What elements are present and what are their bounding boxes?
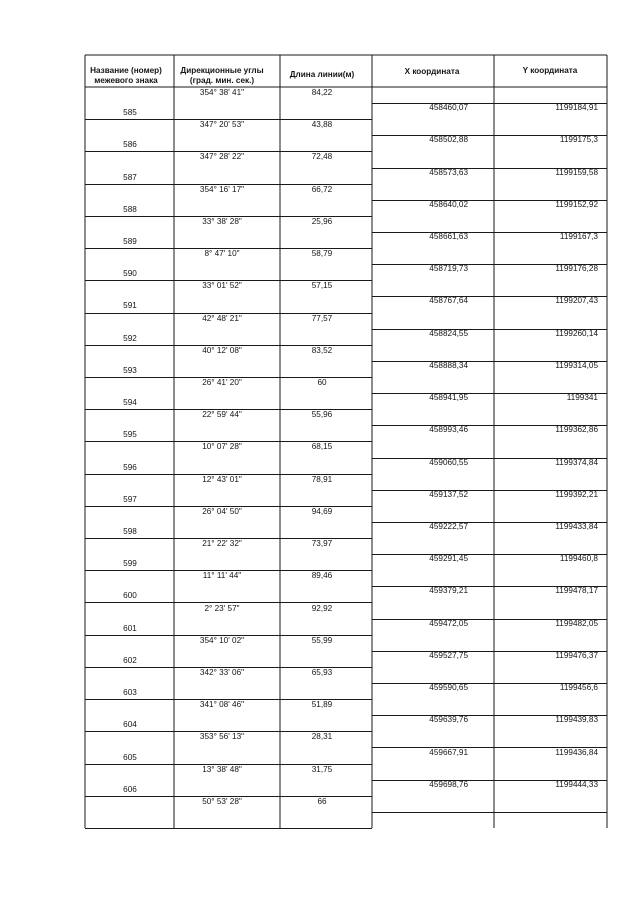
segment-angle: 2° 23' 57" [204,604,240,613]
segment-length: 28,31 [311,732,333,741]
segment-angle: 12° 43' 01" [202,475,242,484]
point-name: 586 [123,140,137,149]
segment-length: 55,96 [311,410,333,419]
point-name: 600 [123,591,137,600]
point-name: 589 [123,237,137,246]
segment-angle: 8° 47' 10" [204,249,240,258]
segment-angle: 21° 22' 32" [202,539,242,548]
point-x-coordinate: 459527,75 [429,651,468,660]
point-x-coordinate: 459667,91 [429,748,468,757]
segment-length: 57,15 [311,281,333,290]
point-name: 603 [123,688,137,697]
segment-angle: 40° 12' 08" [202,346,242,355]
point-x-coordinate: 458661,63 [429,232,468,241]
point-y-coordinate: 1199392,21 [555,490,598,499]
point-x-coordinate: 459472,05 [429,619,468,628]
point-y-coordinate: 1199374,84 [555,458,598,467]
point-x-coordinate: 458719,73 [429,264,468,273]
point-name: 604 [123,720,137,729]
point-x-coordinate: 459698,76 [429,780,468,789]
point-y-coordinate: 1199439,83 [555,715,598,724]
segment-length: 58,79 [311,249,333,258]
header-direction-angle: Дирекционные углы (град. мин. сек.) [180,66,264,85]
segment-length: 83,52 [311,346,333,355]
segment-angle: 341° 08' 46" [199,700,245,709]
segment-length: 94,69 [311,507,333,516]
point-x-coordinate: 459291,45 [429,554,468,563]
point-x-coordinate: 458888,34 [429,361,468,370]
point-name: 602 [123,656,137,665]
segment-angle: 13° 38' 48" [202,765,242,774]
point-x-coordinate: 459137,52 [429,490,468,499]
segment-angle: 33° 38' 28" [202,217,242,226]
point-y-coordinate: 1199456,6 [559,683,598,692]
segment-angle: 26° 04' 50" [202,507,242,516]
point-y-coordinate: 1199184,91 [555,103,598,112]
point-y-coordinate: 1199152,92 [555,200,598,209]
point-name: 596 [123,463,137,472]
point-name: 605 [123,753,137,762]
segment-angle: 347° 20' 53" [199,120,245,129]
segment-length: 51,89 [311,700,333,709]
point-y-coordinate: 1199460,8 [559,554,598,563]
point-name: 588 [123,205,137,214]
point-name: 591 [123,301,137,310]
segment-length: 77,57 [311,314,333,323]
point-name: 585 [123,108,137,117]
point-x-coordinate: 458460,07 [429,103,468,112]
segment-angle: 50° 53' 28" [202,797,242,806]
point-name: 597 [123,495,137,504]
header-line-length: Длина линии(м) [289,70,355,79]
segment-length: 73,97 [311,539,333,548]
point-y-coordinate: 1199176,28 [555,264,598,273]
point-name: 593 [123,366,137,375]
point-name: 587 [123,173,137,182]
segment-angle: 354° 10' 02" [199,636,245,645]
segment-angle: 33° 01' 52" [202,281,242,290]
point-y-coordinate: 1199341 [566,393,598,402]
segment-length: 89,46 [311,571,333,580]
point-y-coordinate: 1199476,37 [555,651,598,660]
point-y-coordinate: 1199444,33 [555,780,598,789]
point-y-coordinate: 1199207,43 [555,296,598,305]
segment-length: 31,75 [311,765,333,774]
segment-length: 72,48 [311,152,333,161]
point-name: 601 [123,624,137,633]
point-name: 598 [123,527,137,536]
point-name: 606 [123,785,137,794]
segment-angle: 26° 41' 20" [202,378,242,387]
point-x-coordinate: 458502,88 [429,135,468,144]
point-name: 595 [123,430,137,439]
segment-length: 55,99 [311,636,333,645]
point-name: 594 [123,398,137,407]
segment-length: 68,15 [311,442,333,451]
point-x-coordinate: 458640,02 [429,200,468,209]
header-y-coordinate: Y координата [522,66,578,75]
point-y-coordinate: 1199433,84 [555,522,598,531]
segment-length: 43,88 [311,120,333,129]
segment-angle: 42° 48' 21" [202,314,242,323]
point-x-coordinate: 458941,95 [429,393,468,402]
point-x-coordinate: 458767,64 [429,296,468,305]
point-y-coordinate: 1199159,58 [555,168,598,177]
point-x-coordinate: 458993,46 [429,425,468,434]
point-x-coordinate: 458824,55 [429,329,468,338]
segment-length: 65,93 [311,668,333,677]
segment-length: 78,91 [311,475,333,484]
point-y-coordinate: 1199478,17 [555,586,598,595]
point-y-coordinate: 1199167,3 [559,232,598,241]
segment-angle: 353° 56' 13" [199,732,245,741]
point-x-coordinate: 459222,57 [429,522,468,531]
point-y-coordinate: 1199482,05 [555,619,598,628]
segment-angle: 347° 28' 22" [199,152,245,161]
point-y-coordinate: 1199436,84 [555,748,598,757]
segment-length: 60 [317,378,327,387]
point-x-coordinate: 459639,76 [429,715,468,724]
segment-length: 84,22 [311,88,333,97]
segment-angle: 11° 11' 44" [202,571,242,580]
point-name: 590 [123,269,137,278]
segment-angle: 10° 07' 28" [202,442,242,451]
point-x-coordinate: 459590,65 [429,683,468,692]
segment-length: 66 [317,797,327,806]
segment-angle: 354° 38' 41" [199,88,245,97]
point-y-coordinate: 1199260,14 [555,329,598,338]
point-x-coordinate: 458573,63 [429,168,468,177]
segment-length: 66,72 [311,185,333,194]
segment-angle: 342° 33' 06" [199,668,245,677]
point-name: 599 [123,559,137,568]
point-name: 592 [123,334,137,343]
segment-length: 92,92 [311,604,333,613]
point-y-coordinate: 1199362,86 [555,425,598,434]
point-y-coordinate: 1199175,3 [559,135,598,144]
header-x-coordinate: X координата [404,67,460,76]
point-y-coordinate: 1199314,05 [555,361,598,370]
segment-angle: 354° 16' 17" [199,185,245,194]
segment-angle: 22° 59' 44" [202,410,242,419]
segment-length: 25,96 [311,217,333,226]
header-point-name: Название (номер) межевого знака [90,66,162,85]
point-x-coordinate: 459060,55 [429,458,468,467]
point-x-coordinate: 459379,21 [429,586,468,595]
